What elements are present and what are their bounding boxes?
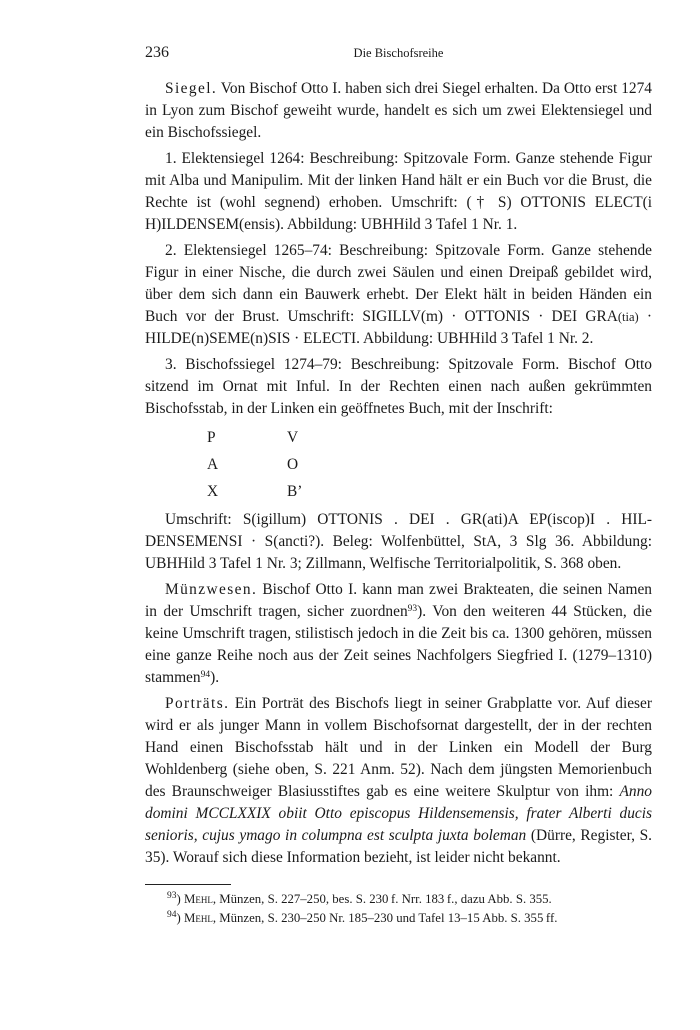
- inscription-letter: P: [207, 429, 216, 446]
- footnote-author: Mehl: [183, 892, 213, 906]
- paragraph-elektensiegel-1265: [145, 240, 652, 350]
- paragraph-siegel: [145, 78, 652, 144]
- paragraph-text: Ein Porträt des Bischofs liegt in seiner Grabplatte vor. Auf dieser wird er als junger Mann in vollem Bischofsornat dargestellt, der in der rechten Hand einen Bischofsstab hält und in der Linken ein Modell der Burg Wohldenberg (siehe oben, S. 221 Anm. 52). Nach dem jüngsten Memorienbuch des Braunschweiger Blasiusstiftes gab es eine weitere Skulptur von ihm:: [145, 695, 652, 800]
- page-header: [145, 44, 652, 64]
- footnote-author: Mehl: [183, 911, 213, 925]
- paragraph-text: Bischof Otto I. kann man zwei Brakteaten, die seinen Namen in der Umschrift tragen, sicher zuordnen: [145, 581, 652, 620]
- latin-quote: Anno domini MCCLXXIX obiit Otto episcopus Hildensemensis, frater Alberti ducis senioris, cujus ymago in columpna est sculpta juxta boleman: [145, 783, 652, 844]
- paragraph-umschrift: Umschrift: S(igillum) OTTONIS . DEI . GR(ati)A EP(iscop)I . HILDENSEMENSI · S(ancti?). Beleg: Wolfenbüttel, StA, 3 Slg 36. Abbildung: UBHHild 3 Tafel 1 Nr. 3; Zillmann, Welfische Territorialpolitik, S. 368 oben.: [145, 511, 652, 572]
- inscription-letter: X: [207, 483, 219, 500]
- inscription-row: [207, 478, 652, 505]
- inscription-letter: B’: [287, 483, 303, 500]
- paragraph-text: Von Bischof Otto I. haben sich drei Siegel erhalten. Da Otto erst 1274 in Lyon zum Bischof geweiht wurde, handelt es sich um zwei Elektensiegel und ein Bischofssiegel.: [145, 80, 652, 141]
- paragraph-bischofssiegel: 3. Bischofssiegel 1274–79: Beschreibung: Spitzovale Form. Bischof Otto sitzend im Ornat mit Inful. In der Rechten einen nach außen gekrümmten Bischofsstab, in der Linken ein geöffnetes Buch, mit der Inschrift:: [145, 356, 652, 417]
- footnotes: [145, 890, 652, 928]
- paragraph-portraets: [145, 693, 652, 869]
- paragraph-muenzwesen: [145, 579, 652, 689]
- paragraph-text: ).: [210, 669, 220, 686]
- running-title: Die Bischofsreihe: [353, 46, 444, 60]
- page-number: 236: [145, 44, 169, 61]
- footnote-94: $^{94}$) Mehl, Münzen, S. 230–250 Nr. 185–230 und Tafel 13–15 Abb. S. 355 ff.: [167, 910, 558, 925]
- body-text: [145, 78, 652, 873]
- section-heading-siegel: Siegel.: [165, 80, 218, 97]
- inscription-letter: V: [287, 429, 299, 446]
- footnote-mark: 93: [167, 891, 177, 901]
- abbreviation-text: (tia): [617, 310, 639, 324]
- inscription-letter: O: [287, 456, 299, 473]
- paragraph-text: · HILDE(n)SEME(n)SIS · ELECTI. Abbildung: UBHHild 3 Tafel 1 Nr. 2.: [145, 308, 652, 347]
- section-heading-portraets: Porträts.: [165, 695, 230, 712]
- footnote-text: , Münzen, S. 227–250, bes. S. 230 f. Nrr. 183 f., dazu Abb. S. 355.: [212, 892, 552, 906]
- seal-inscription: [207, 424, 652, 505]
- paragraph-elektensiegel-1264: 1. Elektensiegel 1264: Beschreibung: Spitzovale Form. Ganze stehende Figur mit Alba und Manipulim. Mit der linken Hand hält er ein Buch vor die Brust, die Rechte ist (wohl segnend) erhoben. Umschrift: († S) OTTONIS ELECT(i H)ILDENSEM(ensis). Abbildung: UBHHild 3 Tafel 1 Nr. 1.: [145, 150, 652, 233]
- paragraph-text: (Dürre, Register, S. 35). Worauf sich diese Information bezieht, ist leider nicht bekannt.: [145, 827, 652, 866]
- section-heading-muenzwesen: Münzwesen.: [165, 581, 258, 598]
- footnote-93: $^{93}$) Mehl, Münzen, S. 227–250, bes. S. 230 f. Nrr. 183 f., dazu Abb. S. 355.: [167, 891, 552, 906]
- footnote-ref-93[interactable]: 93: [407, 604, 418, 614]
- footnote-mark: 94: [167, 910, 177, 920]
- inscription-letter: A: [207, 456, 219, 473]
- paragraph-text: ). Von den weiteren 44 Stücken, die keine Umschrift tragen, stilistisch jedoch in die Zeit bis ca. 1300 gehören, müssen eine ganze Reihe noch aus der Zeit seines Nachfolgers Siegfried I. (1279–1310) stammen: [145, 603, 652, 686]
- paragraph-text: 2. Elektensiegel 1265–74: Beschreibung: Spitzovale Form. Ganze stehende Figur in einer Nische, die durch zwei Säulen und einen Dreipaß gebildet wird, über dem sich dann ein Bauwerk erhebt. Der Elekt hält in beiden Händen ein Buch vor der Brust. Umschrift: SIGILLV(m) · OTTONIS · DEI GRA: [145, 242, 652, 325]
- footnote-rule: [145, 884, 231, 885]
- footnote-text: , Münzen, S. 230–250 Nr. 185–230 und Tafel 13–15 Abb. S. 355 ff.: [212, 911, 558, 925]
- inscription-row: [207, 424, 652, 451]
- inscription-row: [207, 451, 652, 478]
- footnote-ref-94[interactable]: 94: [200, 670, 211, 680]
